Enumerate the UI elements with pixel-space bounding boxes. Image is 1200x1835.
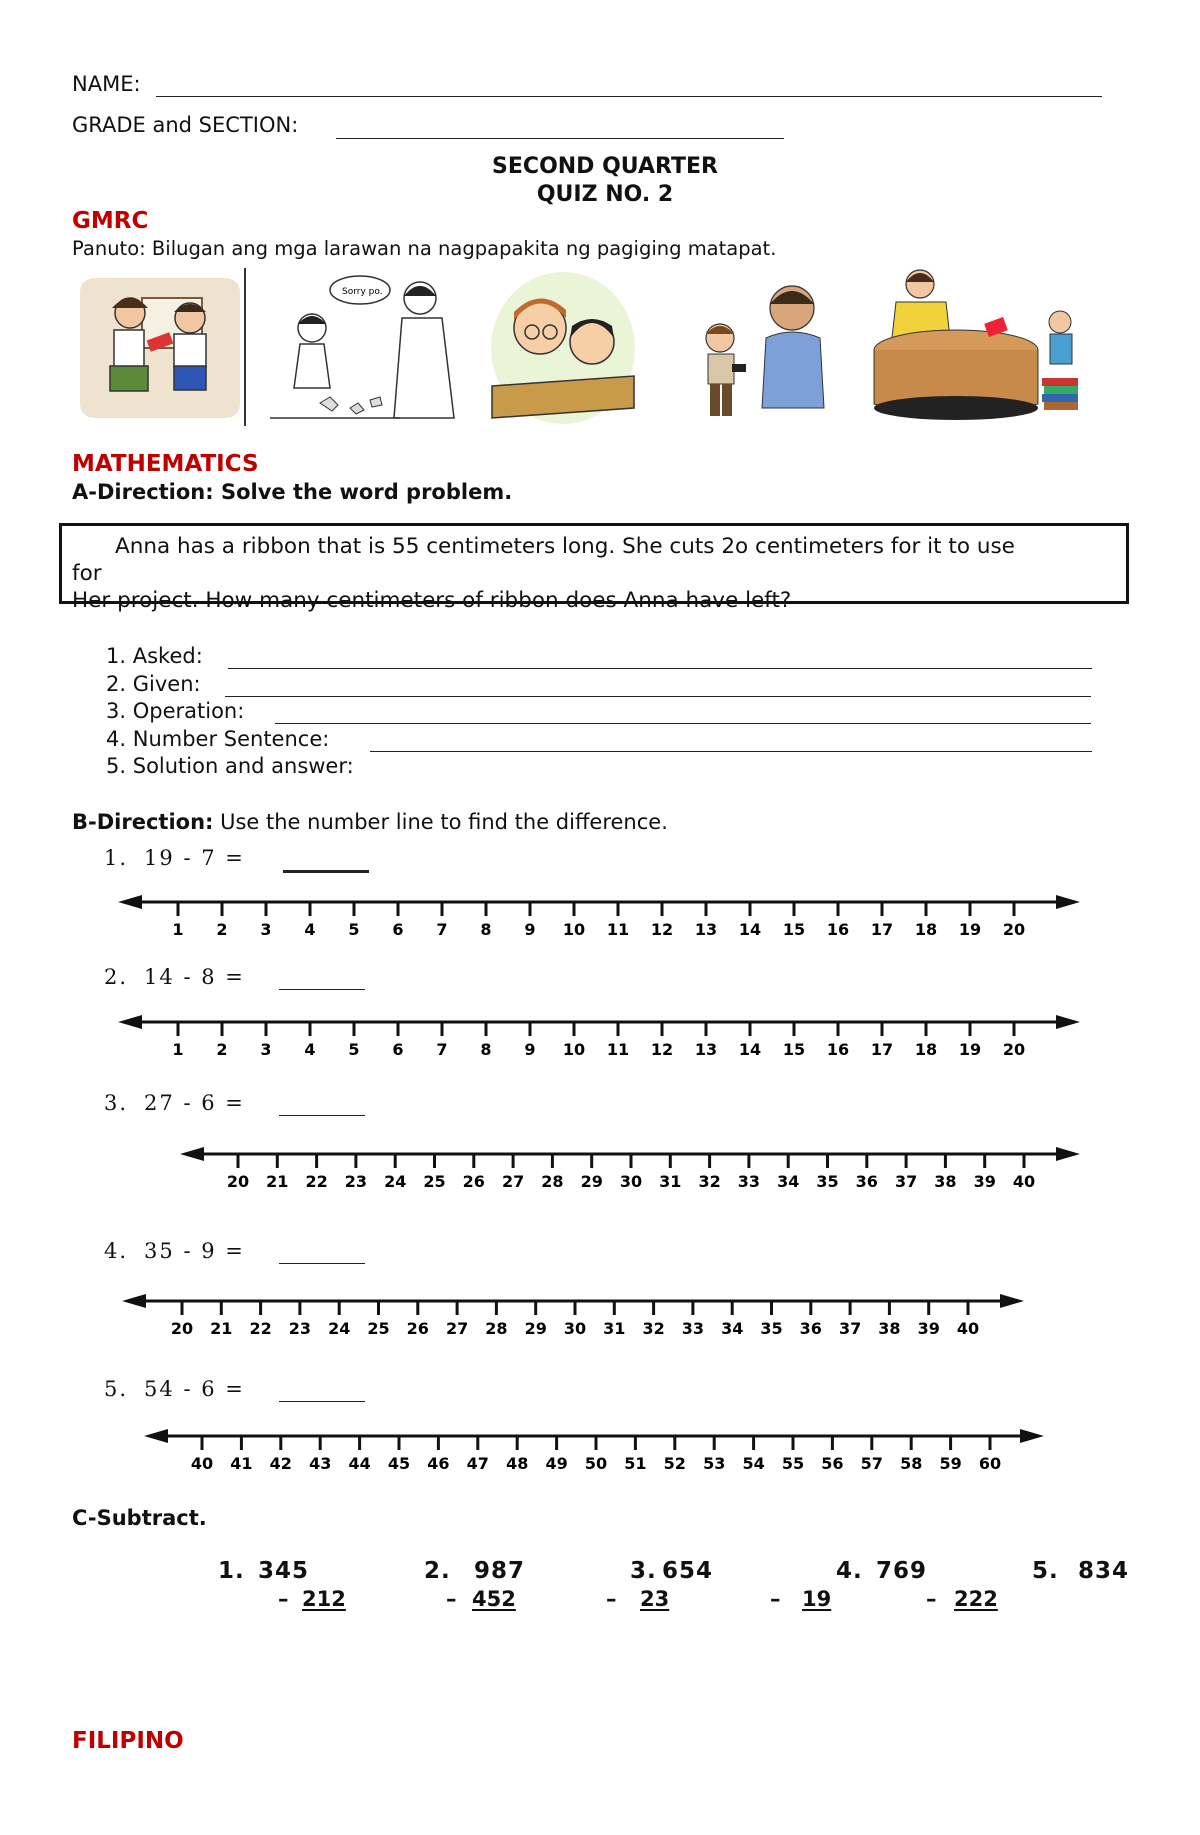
number-line-5 — [0, 1422, 1200, 1472]
minus-sign: – — [926, 1587, 937, 1611]
direction-b — [72, 810, 668, 834]
step-label: Operation: — [132, 699, 245, 723]
tick-label: 27 — [501, 1172, 525, 1190]
question-number: 2. — [104, 965, 129, 989]
tick-label: 30 — [563, 1319, 587, 1337]
tick-label: 3 — [260, 920, 272, 938]
grade-section-label: GRADE and SECTION: — [72, 113, 299, 137]
minuend: 345 — [258, 1558, 310, 1584]
tick-label: 38 — [878, 1319, 901, 1337]
tick-label: 2 — [216, 1040, 228, 1058]
tick-label: 20 — [1002, 920, 1026, 938]
tick-label: 2 — [216, 920, 228, 938]
tick-label: 26 — [462, 1172, 485, 1190]
tick-label: 36 — [799, 1319, 822, 1337]
number-line-answer-blank-1[interactable] — [283, 870, 369, 873]
tick-label: 15 — [782, 1040, 806, 1058]
problem-number: 2. — [424, 1558, 451, 1584]
arrow-right-icon — [1056, 1015, 1080, 1029]
tick-label: 36 — [855, 1172, 878, 1190]
subtrahend: 23 — [640, 1587, 670, 1611]
tick-label: 21 — [210, 1319, 233, 1337]
arrow-left-icon — [118, 1015, 142, 1029]
question-number: 4. — [104, 1239, 129, 1263]
tick-label: 1 — [172, 920, 184, 938]
tick-label: 11 — [606, 920, 630, 938]
step-number: 3. — [106, 699, 127, 723]
tick-label: 22 — [305, 1172, 328, 1190]
tick-label: 46 — [427, 1454, 450, 1472]
step-operation — [106, 699, 244, 723]
tick-label: 17 — [870, 920, 894, 938]
tick-label: 8 — [480, 1040, 492, 1058]
number-line-question-1 — [104, 846, 245, 870]
question-expression: 35 - 9 = — [144, 1239, 245, 1263]
direction-b-text: Use the number line to find the difference. — [213, 810, 668, 834]
question-expression: 19 - 7 = — [144, 846, 245, 870]
step-label: Solution and answer: — [132, 754, 354, 778]
number-line-answer-blank-5[interactable] — [279, 1401, 365, 1402]
name-field[interactable] — [156, 96, 1102, 97]
problem-number: 5. — [1032, 1558, 1059, 1584]
tick-label: 20 — [226, 1172, 250, 1190]
tick-label: 6 — [392, 1040, 404, 1058]
tick-label: 10 — [562, 920, 586, 938]
subtrahend: 452 — [472, 1587, 516, 1611]
arrow-left-icon — [180, 1147, 204, 1161]
number-line-question-3 — [104, 1091, 245, 1115]
question-expression: 14 - 8 = — [144, 965, 245, 989]
tick-label: 15 — [782, 920, 806, 938]
tick-label: 37 — [838, 1319, 862, 1337]
tick-label: 4 — [304, 1040, 316, 1058]
tick-label: 8 — [480, 920, 492, 938]
tick-label: 26 — [406, 1319, 429, 1337]
tick-label: 43 — [309, 1454, 332, 1472]
direction-c: C-Subtract. — [72, 1506, 207, 1530]
tick-label: 39 — [917, 1319, 940, 1337]
tick-label: 28 — [485, 1319, 508, 1337]
given-answer-line[interactable] — [225, 696, 1091, 697]
minuend: 834 — [1078, 1558, 1130, 1584]
tick-label: 7 — [436, 920, 448, 938]
tick-label: 38 — [934, 1172, 957, 1190]
tick-label: 40 — [1012, 1172, 1036, 1190]
tick-label: 53 — [703, 1454, 726, 1472]
tick-label: 14 — [738, 1040, 762, 1058]
tick-label: 23 — [344, 1172, 368, 1190]
tick-label: 13 — [694, 1040, 718, 1058]
math-heading: MATHEMATICS — [72, 451, 259, 477]
tick-label: 30 — [619, 1172, 643, 1190]
subtrahend: 19 — [802, 1587, 832, 1611]
problem-number: 4. — [836, 1558, 863, 1584]
arrow-right-icon — [1056, 895, 1080, 909]
tick-label: 54 — [742, 1454, 765, 1472]
arrow-left-icon — [118, 895, 142, 909]
tick-label: 50 — [584, 1454, 608, 1472]
tick-label: 45 — [387, 1454, 411, 1472]
asked-answer-line[interactable] — [228, 668, 1092, 669]
tick-label: 44 — [348, 1454, 371, 1472]
tick-label: 11 — [606, 1040, 630, 1058]
question-number: 1. — [104, 846, 129, 870]
tick-label: 25 — [423, 1172, 446, 1190]
number-sentence-answer-line[interactable] — [370, 751, 1092, 752]
minuend: 987 — [474, 1558, 526, 1584]
minus-sign: – — [606, 1587, 617, 1611]
tick-label: 17 — [870, 1040, 894, 1058]
tick-label: 33 — [681, 1319, 705, 1337]
tick-label: 20 — [1002, 1040, 1026, 1058]
tick-label: 4 — [304, 920, 316, 938]
question-number: 5. — [104, 1377, 129, 1401]
tick-label: 31 — [659, 1172, 682, 1190]
number-line-answer-blank-4[interactable] — [279, 1263, 365, 1264]
tick-label: 41 — [230, 1454, 253, 1472]
word-problem-line2: for — [72, 561, 102, 586]
title-quiz-number: QUIZ NO. 2 — [536, 182, 674, 207]
tick-label: 23 — [288, 1319, 312, 1337]
direction-b-label: B-Direction: — [72, 810, 214, 834]
number-line-answer-blank-3[interactable] — [279, 1115, 365, 1116]
picture-child-saying-sorry[interactable] — [270, 268, 460, 426]
tick-label: 49 — [545, 1454, 568, 1472]
word-problem-line1: Anna has a ribbon that is 55 centimeters long. She cuts 2o centimeters for it to use — [115, 534, 1015, 559]
picture-boy-returning-wallet[interactable] — [692, 268, 842, 426]
minus-sign: – — [446, 1587, 457, 1611]
tick-label: 40 — [956, 1319, 980, 1337]
tick-label: 19 — [958, 920, 982, 938]
minus-sign: – — [278, 1587, 289, 1611]
tick-label: 48 — [506, 1454, 529, 1472]
tick-label: 42 — [269, 1454, 292, 1472]
tick-label: 59 — [939, 1454, 962, 1472]
minus-sign: – — [770, 1587, 781, 1611]
tick-label: 6 — [392, 920, 404, 938]
tick-label: 39 — [973, 1172, 996, 1190]
title-quarter: SECOND QUARTER — [492, 154, 718, 179]
subtrahend: 212 — [302, 1587, 346, 1611]
tick-label: 24 — [384, 1172, 407, 1190]
tick-label: 14 — [738, 920, 762, 938]
step-number: 4. — [106, 727, 127, 751]
step-asked — [106, 644, 203, 668]
tick-label: 57 — [860, 1454, 883, 1472]
gmrc-instruction: Panuto: Bilugan ang mga larawan na nagpapakita ng pagiging matapat. — [72, 237, 777, 260]
tick-label: 32 — [642, 1319, 665, 1337]
number-line-4 — [0, 1287, 1200, 1337]
tick-label: 20 — [170, 1319, 194, 1337]
quiz-title — [380, 153, 830, 209]
tick-label: 35 — [760, 1319, 783, 1337]
number-line-question-5 — [104, 1377, 245, 1401]
tick-label: 12 — [650, 920, 674, 938]
tick-label: 16 — [826, 1040, 850, 1058]
step-solution — [106, 754, 354, 778]
tick-label: 3 — [260, 1040, 272, 1058]
grade-section-field[interactable] — [336, 138, 784, 139]
direction-a: A-Direction: Solve the word problem. — [72, 480, 513, 504]
sorry-text: Sorry po. — [342, 287, 383, 297]
tick-label: 58 — [900, 1454, 923, 1472]
question-number: 3. — [104, 1091, 129, 1115]
tick-label: 13 — [694, 920, 718, 938]
tick-label: 10 — [562, 1040, 586, 1058]
tick-label: 21 — [266, 1172, 289, 1190]
number-line-2 — [0, 1008, 1200, 1058]
tick-label: 51 — [624, 1454, 647, 1472]
step-given — [106, 672, 201, 696]
filipino-heading: FILIPINO — [72, 1728, 184, 1754]
tick-label: 40 — [190, 1454, 214, 1472]
name-label: NAME: — [72, 72, 141, 96]
tick-label: 5 — [348, 1040, 360, 1058]
step-number: 2. — [106, 672, 127, 696]
tick-label: 18 — [914, 920, 938, 938]
tick-label: 25 — [367, 1319, 390, 1337]
tick-label: 34 — [777, 1172, 800, 1190]
number-line-answer-blank-2[interactable] — [279, 989, 365, 990]
step-number: 1. — [106, 644, 127, 668]
arrow-left-icon — [144, 1429, 168, 1443]
word-problem-line3: Her project. How many centimeters of ribbon does Anna have left? — [72, 588, 792, 613]
number-line-question-2 — [104, 965, 245, 989]
minuend: 769 — [876, 1558, 928, 1584]
tick-label: 27 — [445, 1319, 469, 1337]
arrow-left-icon — [122, 1294, 146, 1308]
tick-label: 9 — [524, 920, 536, 938]
tick-label: 35 — [816, 1172, 839, 1190]
minuend: 654 — [662, 1558, 714, 1584]
tick-label: 24 — [328, 1319, 351, 1337]
tick-label: 12 — [650, 1040, 674, 1058]
problem-number: 1. — [218, 1558, 245, 1584]
tick-label: 19 — [958, 1040, 982, 1058]
tick-label: 52 — [663, 1454, 686, 1472]
tick-label: 1 — [172, 1040, 184, 1058]
step-label: Number Sentence: — [132, 727, 330, 751]
step-label: Given: — [132, 672, 201, 696]
tick-label: 29 — [580, 1172, 603, 1190]
tick-label: 60 — [978, 1454, 1002, 1472]
tick-label: 29 — [524, 1319, 547, 1337]
tick-label: 18 — [914, 1040, 938, 1058]
step-label: Asked: — [132, 644, 203, 668]
arrow-right-icon — [1020, 1429, 1044, 1443]
operation-answer-line[interactable] — [275, 723, 1091, 724]
number-line-1 — [0, 888, 1200, 938]
problem-number: 3. — [630, 1558, 657, 1584]
tick-label: 34 — [721, 1319, 744, 1337]
tick-label: 33 — [737, 1172, 761, 1190]
tick-label: 37 — [894, 1172, 918, 1190]
gmrc-heading: GMRC — [72, 208, 149, 234]
number-line-question-4 — [104, 1239, 245, 1263]
picture-students-test-peeking[interactable] — [488, 268, 638, 426]
number-line-3 — [0, 1140, 1200, 1190]
tick-label: 31 — [603, 1319, 626, 1337]
tick-label: 55 — [781, 1454, 805, 1472]
tick-label: 22 — [249, 1319, 272, 1337]
arrow-right-icon — [1000, 1294, 1024, 1308]
tick-label: 56 — [821, 1454, 844, 1472]
tick-label: 47 — [466, 1454, 489, 1472]
arrow-right-icon — [1056, 1147, 1080, 1161]
step-number-sentence — [106, 727, 329, 751]
tick-label: 16 — [826, 920, 850, 938]
step-number: 5. — [106, 754, 127, 778]
tick-label: 28 — [541, 1172, 564, 1190]
subtrahend: 222 — [954, 1587, 998, 1611]
tick-label: 5 — [348, 920, 360, 938]
question-expression: 27 - 6 = — [144, 1091, 245, 1115]
tick-label: 7 — [436, 1040, 448, 1058]
tick-label: 32 — [698, 1172, 721, 1190]
picture-child-giving-to-teacher[interactable] — [866, 268, 1084, 426]
tick-label: 9 — [524, 1040, 536, 1058]
picture-children-returning-item[interactable] — [72, 268, 254, 426]
question-expression: 54 - 6 = — [144, 1377, 245, 1401]
